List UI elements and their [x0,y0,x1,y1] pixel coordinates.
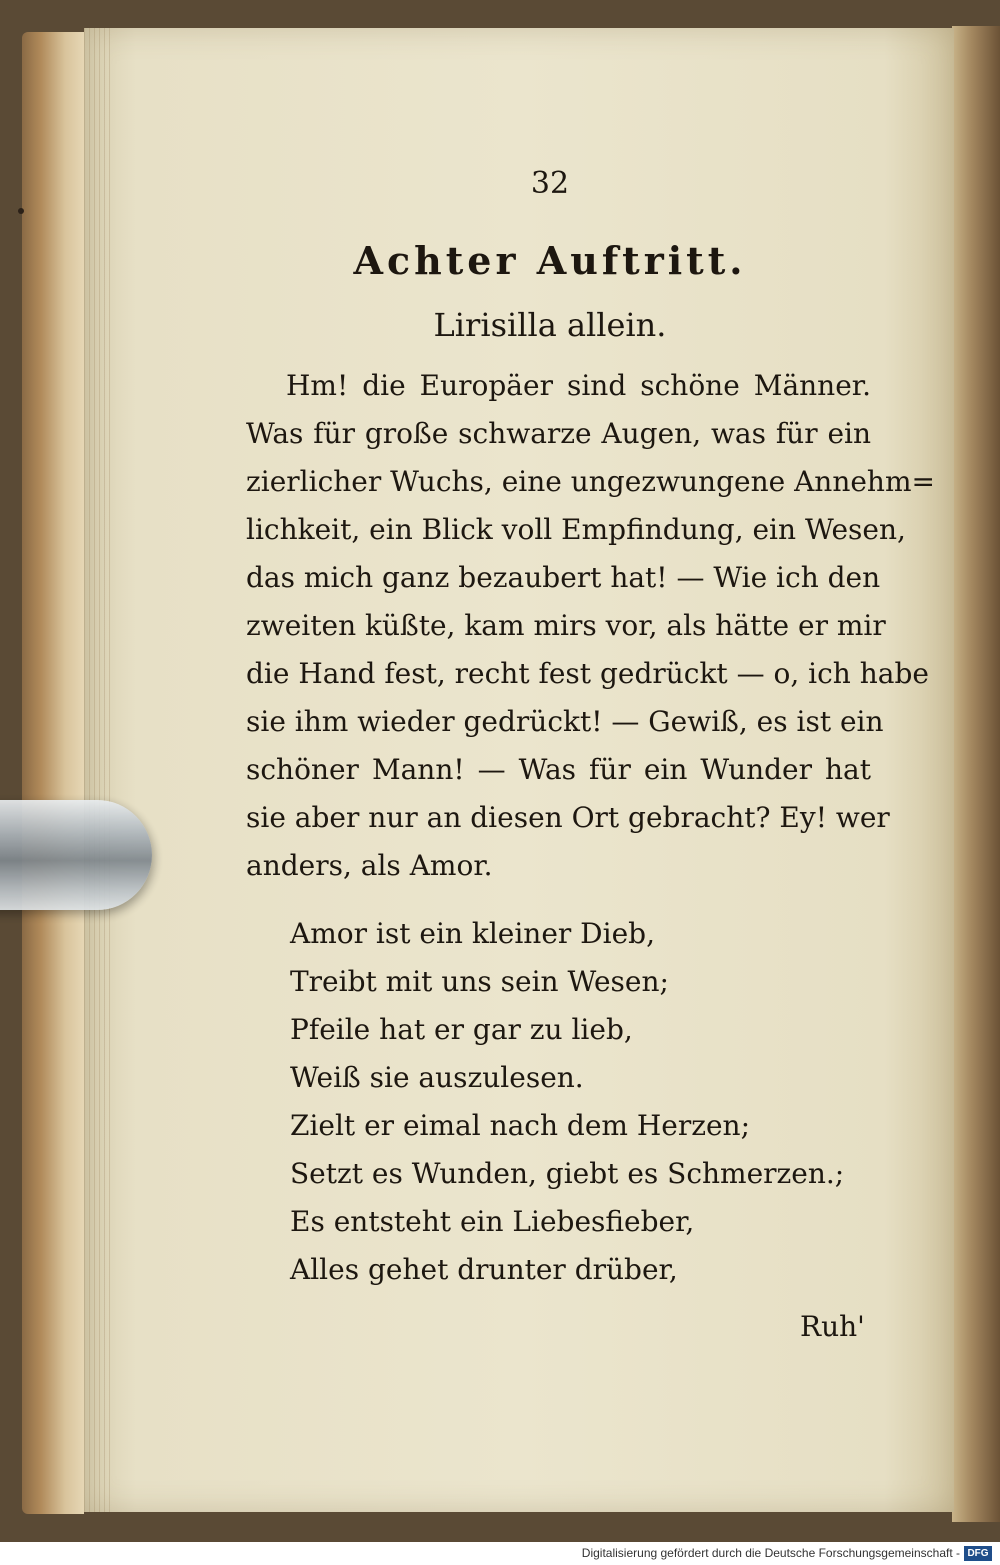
verse-line: Alles gehet drunter drüber, [290,1253,678,1286]
prose-line: die Hand fest, recht fest gedrückt — o, ich habe [246,657,929,690]
footer-credit: Digitalisierung gefördert durch die Deutsche Forschungsgemeinschaft - [581,1546,960,1560]
verse-line: Setzt es Wunden, giebt es Schmerzen.; [290,1157,845,1190]
page-clip [0,800,152,910]
prose-line: Was für große schwarze Augen, was für ein [246,417,871,450]
gutter-mark [18,208,24,214]
verse-line: Pfeile hat er gar zu lieb, [290,1013,633,1046]
dfg-logo-icon: DFG [964,1546,992,1561]
catchword: Ruh' [800,1310,865,1343]
verse-line: Treibt mit uns sein Wesen; [290,965,669,998]
prose-line: zierlicher Wuchs, eine ungezwungene Annehm= [246,465,935,498]
verse-stanza [290,910,844,1294]
book-edge-left [22,32,84,1514]
verse-line: Zielt er eimal nach dem Herzen; [290,1109,751,1142]
prose-line: sie ihm wieder gedrückt! — Gewiß, es ist ein [246,705,884,738]
book-edge-right [952,26,1000,1522]
verse-line: Weiß sie auszulesen. [290,1061,584,1094]
character-line: Lirisilla allein. [433,306,667,344]
page-number: 32 [530,166,570,201]
prose-line: zweiten küßte, kam mirs vor, als hätte er mir [246,609,886,642]
prose-paragraph [246,362,935,890]
prose-line: sie aber nur an diesen Ort gebracht? Ey! wer [246,801,890,834]
prose-line: schöner Mann! — Was für ein Wunder hat [246,753,871,786]
prose-line: das mich ganz bezaubert hat! — Wie ich den [246,561,881,594]
scene-title: Achter Auftritt. [353,238,747,283]
prose-line: anders, als Amor. [246,849,493,882]
prose-line: Hm! die Europäer sind schöne Männer. [286,369,871,402]
page-stack-edges [84,28,114,1512]
prose-line: lichkeit, ein Blick voll Empfindung, ein Wesen, [246,513,906,546]
verse-line: Es entsteht ein Liebesfieber, [290,1205,695,1238]
verse-line: Amor ist ein kleiner Dieb, [290,917,655,950]
footer-bar [0,1542,1000,1565]
